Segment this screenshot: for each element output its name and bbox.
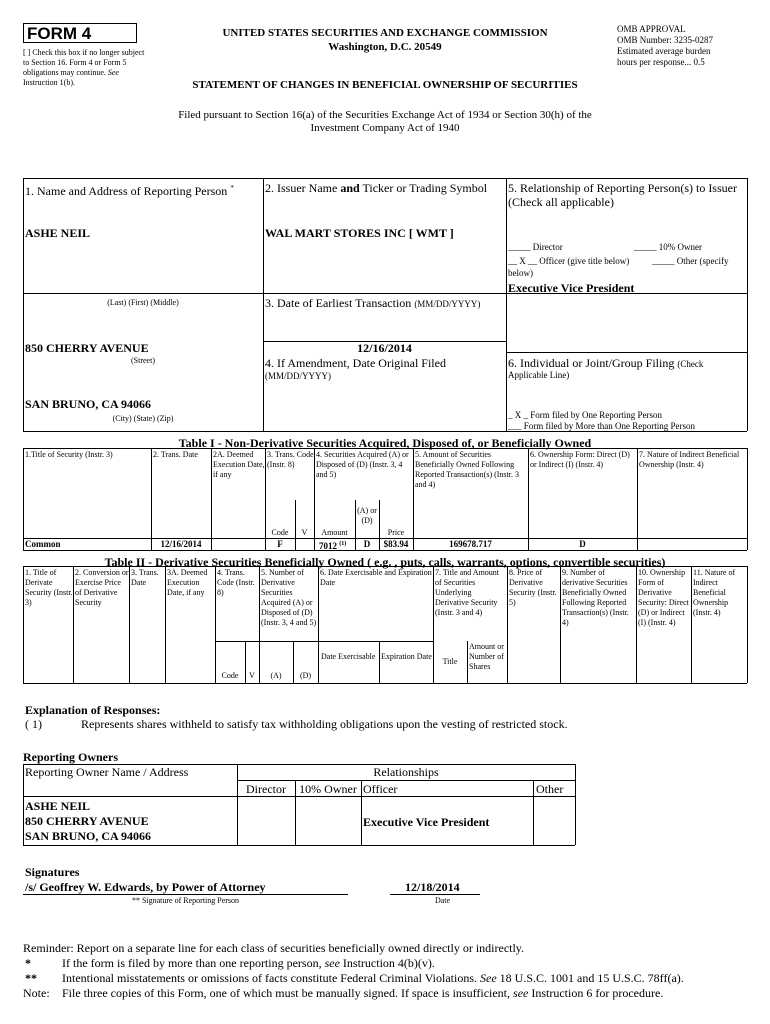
t2-sub-date-exercisable: Date Exercisable: [321, 652, 376, 661]
check-box-instruction: Instruction 1(b).: [23, 78, 75, 87]
t1-sub-price: Price: [387, 528, 405, 537]
t2-col-owned: 9. Number of derivative Securities Beneficially Owned Following Reported Transaction(s) (Instr. 4): [562, 568, 629, 627]
date-caption: Date: [434, 896, 451, 905]
box1-label-mark: *: [230, 184, 234, 192]
note-star-1-see: see: [324, 956, 340, 970]
name-sublabel: (Last) (First) (Middle): [107, 298, 179, 307]
reporting-person-name: ASHE NEIL: [25, 226, 91, 240]
box1-label-text: 1. Name and Address of Reporting Person: [25, 184, 228, 198]
box3-label-text: 3. Date of Earliest Transaction: [265, 296, 412, 310]
table2-title: Table II - Derivative Securities Beneficially Owned ( e.g. , puts, calls, warrants, options, convertible securities): [104, 555, 666, 569]
note-star-2-text: [62, 971, 752, 985]
t2-col-underlying: 7. Title and Amount of Securities Underlying Derivative Security (Instr. 3 and 4): [435, 568, 500, 617]
box1-label: [25, 181, 261, 198]
filed-line-1: Filed pursuant to Section 16(a) of the Securities Exchange Act of 1934 or Section 30(h) of the: [178, 109, 592, 121]
agency-line-1: UNITED STATES SECURITIES AND EXCHANGE COMMISSION: [222, 27, 548, 39]
t2-col-conversion: 2. Conversion or Exercise Price of Derivative Security: [75, 568, 129, 607]
reporting-person-street: 850 CHERRY AVENUE: [25, 341, 149, 355]
agency-line-2: Washington, D.C. 20549: [328, 41, 442, 53]
t1-row-date: 12/16/2014: [160, 539, 202, 549]
t2-sub-d: (D): [299, 671, 312, 680]
note-text-b: Instruction 6 for procedure.: [531, 986, 664, 1000]
box4-label: 4. If Amendment, Date Original Filed: [265, 356, 446, 370]
owners-col-relationships: Relationships: [373, 765, 439, 779]
note-text-a: File three copies of this Form, one of which must be manually signed. If space is insufficient,: [62, 986, 511, 1000]
signatures-heading: Signatures: [25, 865, 80, 879]
box2-label: [265, 181, 505, 195]
note-star-1-a: If the form is filed by more than one reporting person,: [62, 956, 322, 970]
note-star-1-text: [62, 956, 752, 970]
note-star-1-b: Instruction 4(b)(v).: [342, 956, 435, 970]
filing-multiple-persons: ___ Form filed by More than One Reporting Person: [508, 421, 695, 431]
filed-pursuant: [100, 109, 670, 135]
omb-line-4: hours per response... 0.5: [617, 57, 705, 67]
owner-officer-title: Executive Vice President: [363, 815, 490, 829]
reporting-owners-heading: Reporting Owners: [23, 750, 118, 764]
t2-col-ownership-form: 10. Ownership Form of Derivative Security: Direct (D) or Indirect (I) (Instr. 4): [638, 568, 689, 627]
t2-col-trans-code: 4. Trans. Code (Instr. 8): [217, 568, 255, 597]
t1-col-trans-date: 2. Trans. Date: [153, 450, 198, 459]
box2-label-a: 2. Issuer Name: [265, 181, 338, 195]
t2-col-number: 5. Number of Derivative Securities Acquired (A) or Disposed of (D) (Instr. 3, 4 and 5): [261, 568, 317, 627]
note-text-see: see: [513, 986, 529, 1000]
t2-sub-title: Title: [442, 657, 458, 666]
t2-sub-v: V: [249, 671, 255, 680]
t1-col-trans-code: 3. Trans. Code (Instr. 8): [267, 450, 314, 469]
owners-col-ten-pct: 10% Owner: [299, 782, 357, 796]
box3-label: [265, 296, 505, 310]
note-star-1: *: [25, 956, 31, 970]
owners-col-director: Director: [246, 782, 286, 796]
owner-city: SAN BRUNO, CA 94066: [25, 829, 152, 843]
t1-col-deemed-date: 2A. Deemed Execution Date, if any: [213, 450, 265, 479]
filed-line-2: Investment Company Act of 1940: [310, 122, 460, 134]
t2-sub-code: Code: [221, 671, 239, 680]
t1-row-form: D: [579, 539, 586, 549]
t1-row-amount-value: 7012: [319, 541, 337, 551]
omb-line-1: OMB APPROVAL: [617, 24, 686, 34]
earliest-transaction-date: 12/16/2014: [357, 341, 412, 355]
t2-col-deemed-date: 3A. Deemed Execution Date, if any: [167, 568, 208, 597]
box4-label-format: (MM/DD/YYYY): [265, 371, 331, 381]
t1-row-price: $83.94: [383, 539, 409, 549]
t1-row-aord: D: [363, 539, 371, 549]
t1-sub-aord: (A) or (D): [357, 506, 377, 525]
t1-col-nature: 7. Nature of Indirect Beneficial Ownership (Instr. 4): [639, 450, 740, 469]
signer-caption: ** Signature of Reporting Person: [131, 896, 240, 905]
t1-col-ownership-form: 6. Ownership Form: Direct (D) or Indirect (I) (Instr. 4): [530, 450, 630, 469]
form-title: FORM 4: [23, 23, 137, 43]
t1-sub-amount: Amount: [321, 528, 348, 537]
check-box-see: See: [107, 68, 119, 77]
box2-label-b: Ticker or Trading Symbol: [362, 181, 488, 195]
note-star-2-a: Intentional misstatements or omissions of facts constitute Federal Criminal Violations.: [62, 971, 477, 985]
box5-label-text: 5. Relationship of Reporting Person(s) to Issuer: [508, 181, 737, 195]
t2-col-trans-date: 3. Trans. Date: [131, 568, 159, 587]
reminder-line: Reminder: Report on a separate line for each class of securities beneficially owned directly or indirectly.: [23, 941, 525, 955]
director-checkbox: _____ Director: [508, 242, 563, 252]
t1-row-footnote: (1): [339, 541, 347, 547]
omb-approval: [617, 24, 767, 68]
t1-row-owned: 169678.717: [449, 539, 492, 549]
signer-name: /s/ Geoffrey W. Edwards, by Power of Attorney: [25, 880, 266, 894]
table1-title: Table I - Non-Derivative Securities Acquired, Disposed of, or Beneficially Owned: [178, 436, 592, 450]
box6-label: [508, 356, 748, 370]
street-sublabel: (Street): [131, 356, 155, 365]
box2-label-and: and: [340, 181, 360, 195]
t1-col-title: 1.Title of Security (Instr. 3): [25, 450, 113, 459]
note-star-2-b: 18 U.S.C. 1001 and 15 U.S.C. 78ff(a).: [499, 971, 684, 985]
city-sublabel: (City) (State) (Zip): [112, 414, 174, 423]
box6-label-text: 6. Individual or Joint/Group Filing: [508, 356, 675, 370]
other-checkbox: _____ Other (specify: [652, 256, 729, 266]
reporting-person-city: SAN BRUNO, CA 94066: [25, 397, 152, 411]
t1-row-code: F: [277, 539, 283, 549]
statement-title: STATEMENT OF CHANGES IN BENEFICIAL OWNERSHIP OF SECURITIES: [192, 79, 578, 91]
issuer-name: WAL MART STORES INC [ WMT ]: [265, 226, 454, 240]
t2-col-title: 1. Title of Derivate Security (Instr. 3): [25, 568, 73, 607]
note-star-2: **: [25, 971, 37, 985]
check-box-text: [ ] Check this box if no longer subject to Section 16. Form 4 or Form 5 obligations may continue.: [23, 48, 145, 77]
owners-col-other: Other: [536, 782, 564, 796]
box6-label-2: Applicable Line): [508, 370, 570, 380]
check-box-note: [23, 48, 147, 88]
owner-street: 850 CHERRY AVENUE: [25, 814, 149, 828]
note-text: [62, 986, 762, 1000]
omb-line-3: Estimated average burden: [617, 46, 711, 56]
t1-sub-code: Code: [271, 528, 289, 537]
footnote-text: Represents shares withheld to satisfy tax withholding obligations upon the vesting of restricted stock.: [81, 717, 568, 731]
t2-sub-amount: Amount or Number of Shares: [469, 642, 504, 671]
note-label: Note:: [23, 986, 50, 1000]
omb-line-2: OMB Number: 3235-0287: [617, 35, 713, 45]
t1-row-amount: [319, 539, 355, 552]
t2-col-exercisable: 6. Date Exercisable and Expiration Date: [320, 568, 432, 587]
other-checkbox-2: below): [508, 268, 533, 278]
footnote-number: ( 1): [25, 717, 42, 731]
signature-date: 12/18/2014: [405, 880, 460, 894]
box5-label: [508, 181, 748, 209]
t2-col-nature: 11. Nature of Indirect Beneficial Ownership (Instr. 4): [693, 568, 736, 617]
owners-col-officer: Officer: [363, 782, 398, 796]
ten-percent-owner-checkbox: _____ 10% Owner: [634, 242, 702, 252]
officer-title: Executive Vice President: [508, 281, 635, 295]
t2-sub-expiration: Expiration Date: [381, 652, 432, 661]
t1-row-title: Common: [25, 539, 61, 549]
box5-label-text-2: (Check all applicable): [508, 195, 614, 209]
box6-label-check: (Check: [677, 359, 704, 369]
note-star-2-see: See: [480, 971, 497, 985]
t1-sub-v: V: [301, 528, 308, 537]
t2-col-price: 8. Price of Derivative Security (Instr. 5): [509, 568, 557, 607]
officer-checkbox: __ X __ Officer (give title below): [508, 256, 630, 266]
box3-label-format: (MM/DD/YYYY): [414, 299, 481, 309]
owner-name: ASHE NEIL: [25, 799, 91, 813]
explanation-heading: Explanation of Responses:: [25, 703, 161, 717]
owners-col-name: Reporting Owner Name / Address: [25, 765, 189, 779]
t1-col-amount-owned: 5. Amount of Securities Beneficially Owned Following Reported Transaction(s) (Instr. 3 and 4): [415, 450, 519, 489]
t2-sub-a: (A): [270, 671, 282, 680]
filing-one-person: _ X _ Form filed by One Reporting Person: [508, 410, 662, 420]
t1-col-securities: 4. Securities Acquired (A) or Disposed of (D) (Instr. 3, 4 and 5): [316, 450, 409, 479]
